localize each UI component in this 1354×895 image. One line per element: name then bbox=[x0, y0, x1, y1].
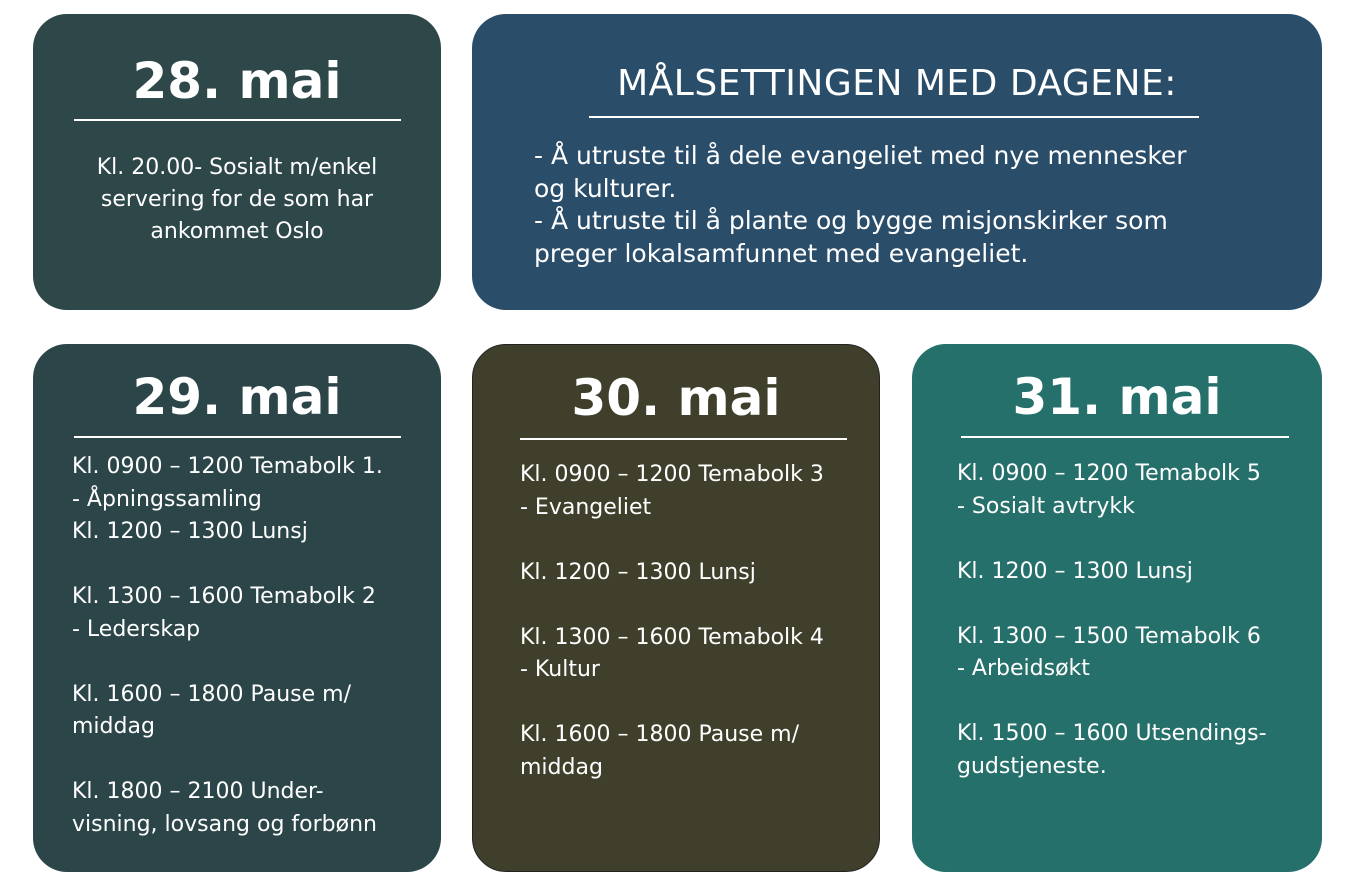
schedule-line bbox=[520, 589, 824, 622]
schedule-line: Kl. 1300 – 1600 Temabolk 4 bbox=[520, 624, 824, 650]
day-31-date: 31. mai bbox=[1012, 368, 1222, 426]
day-31-schedule bbox=[957, 458, 1267, 783]
day-28-card bbox=[33, 14, 441, 310]
day-29-card bbox=[33, 344, 441, 872]
schedule-line: - Åpningssamling bbox=[72, 486, 262, 512]
day-29-divider bbox=[74, 436, 401, 438]
goal-line: - Å utruste til å plante og bygge misjonskirker som bbox=[534, 206, 1168, 235]
day-31-card bbox=[912, 344, 1322, 872]
schedule-line: - Sosialt avtrykk bbox=[957, 493, 1135, 519]
schedule-line bbox=[957, 523, 1267, 556]
schedule-line bbox=[72, 549, 383, 582]
day-28-divider bbox=[74, 119, 401, 121]
schedule-line bbox=[957, 686, 1267, 719]
day-28-text: Kl. 20.00- Sosialt m/enkel servering for de som har ankommet Oslo bbox=[96, 155, 378, 244]
schedule-line: Kl. 0900 – 1200 Temabolk 1. bbox=[72, 454, 383, 479]
schedule-line: Kl. 0900 – 1200 Temabolk 5 bbox=[957, 461, 1261, 486]
schedule-line: Kl. 1300 – 1600 Temabolk 2 bbox=[72, 584, 376, 609]
schedule-line: - Kultur bbox=[520, 657, 600, 682]
day-31-divider bbox=[961, 436, 1289, 438]
schedule-line bbox=[72, 744, 383, 777]
goal-divider bbox=[589, 116, 1199, 118]
schedule-line bbox=[520, 524, 824, 557]
day-30-date: 30. mai bbox=[571, 369, 781, 427]
schedule-line: - Arbeidsøkt bbox=[957, 656, 1090, 681]
schedule-line: - Evangeliet bbox=[520, 494, 652, 520]
day-30-card bbox=[472, 344, 880, 872]
day-30-schedule bbox=[520, 459, 824, 784]
goal-title: MÅLSETTINGEN MED DAGENE: bbox=[617, 63, 1177, 104]
schedule-line: Kl. 1600 – 1800 Pause m/ bbox=[72, 681, 352, 707]
day-29-date: 29. mai bbox=[132, 368, 342, 426]
schedule-line: middag bbox=[72, 714, 155, 739]
schedule-line: Kl. 1200 – 1300 Lunsj bbox=[72, 519, 308, 544]
schedule-line bbox=[957, 588, 1267, 621]
day-28-date: 28. mai bbox=[132, 52, 342, 110]
schedule-line: Kl. 1600 – 1800 Pause m/ bbox=[520, 722, 800, 747]
schedule-line: Kl. 1800 – 2100 Under- bbox=[72, 779, 324, 804]
schedule-line: Kl. 1200 – 1300 Lunsj bbox=[957, 558, 1193, 584]
schedule-line: gudstjeneste. bbox=[957, 753, 1107, 779]
schedule-line: Kl. 1300 – 1500 Temabolk 6 bbox=[957, 623, 1261, 649]
schedule-line bbox=[520, 687, 824, 720]
schedule-line: - Lederskap bbox=[72, 616, 201, 642]
day-29-schedule bbox=[72, 451, 383, 841]
schedule-line: visning, lovsang og forbønn bbox=[72, 811, 377, 837]
day-30-divider bbox=[520, 438, 847, 440]
schedule-line: Kl. 1500 – 1600 Utsendings- bbox=[957, 721, 1267, 746]
schedule-line: Kl. 0900 – 1200 Temabolk 3 bbox=[520, 462, 824, 487]
schedule-line bbox=[72, 646, 383, 679]
goal-line: - Å utruste til å dele evangeliet med nye mennesker bbox=[534, 141, 1187, 170]
goal-card bbox=[472, 14, 1322, 310]
schedule-line: middag bbox=[520, 754, 603, 780]
goal-line: preger lokalsamfunnet med evangeliet. bbox=[534, 238, 1029, 268]
goal-body bbox=[534, 140, 1262, 270]
schedule-line: Kl. 1200 – 1300 Lunsj bbox=[520, 559, 756, 585]
goal-line: og kulturer. bbox=[534, 173, 677, 203]
